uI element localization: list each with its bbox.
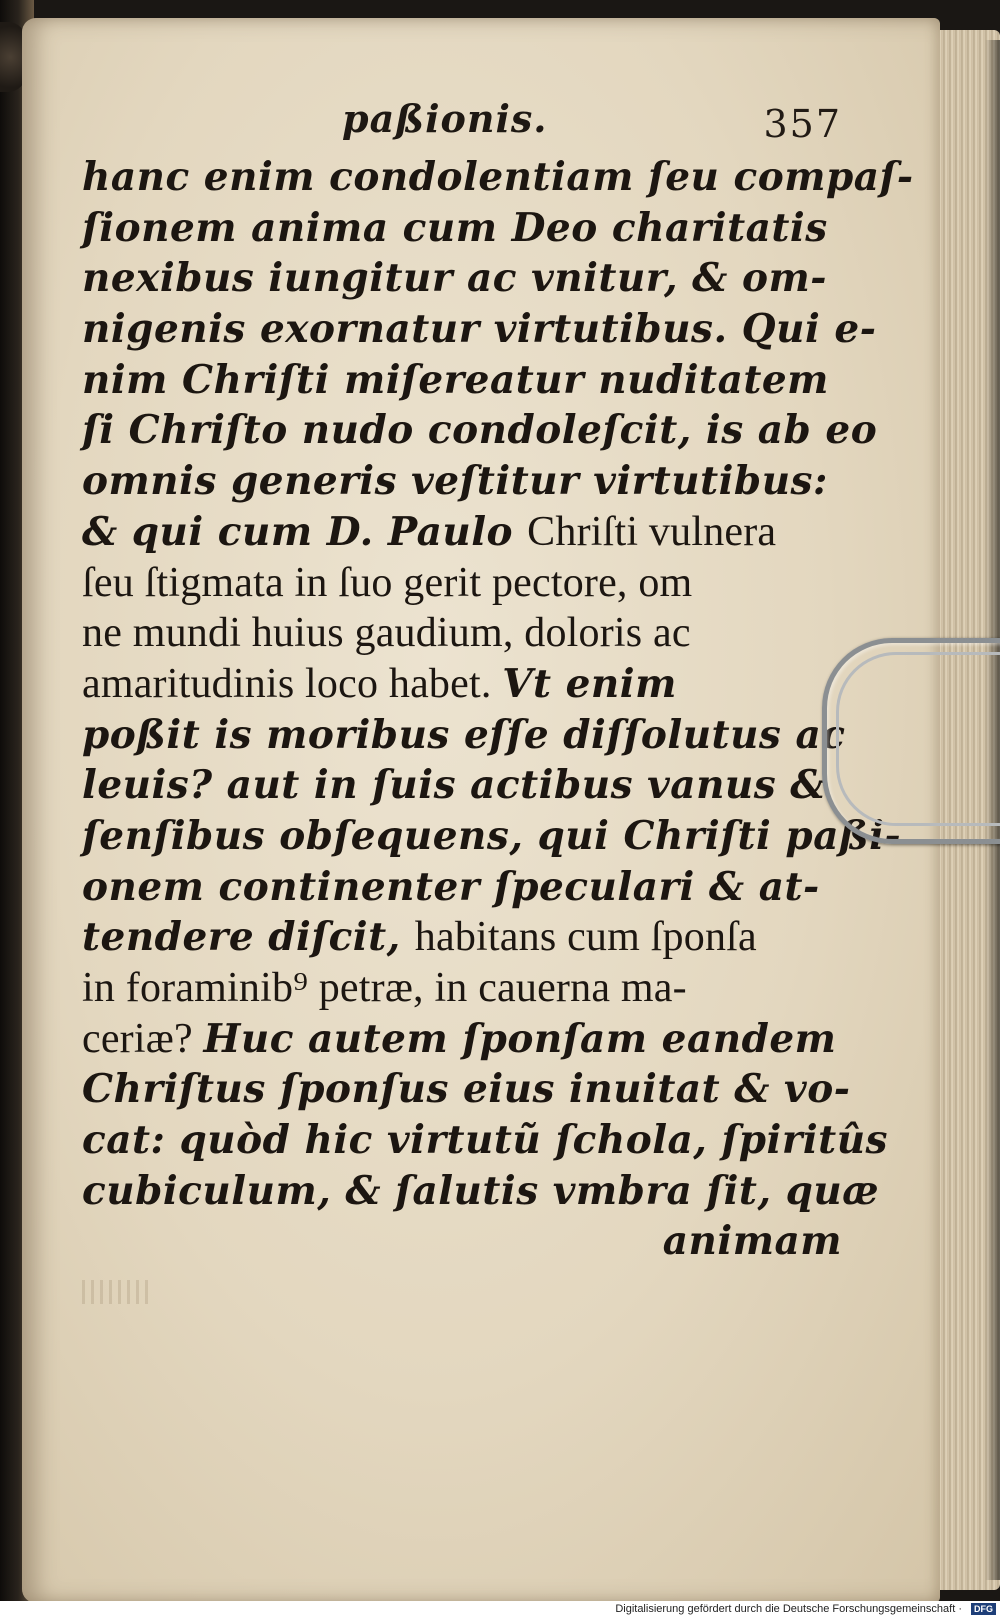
roman-text: habitans cum ſponſa: [414, 914, 757, 961]
text-line: [82, 1064, 851, 1115]
italic-text: omnis generis veſtitur virtutibus:: [82, 458, 828, 505]
italic-text: leuis? aut in ſuis actibus vanus &: [82, 762, 827, 809]
text-line: [82, 862, 842, 913]
catchword: animam: [662, 1218, 842, 1265]
running-head: [82, 96, 842, 148]
text-line: [82, 659, 842, 710]
text-line: [82, 203, 842, 254]
roman-text: ceriæ?: [82, 1015, 204, 1062]
credit-bar: [0, 1601, 1000, 1617]
dfg-logo: DFG: [971, 1603, 996, 1615]
text-line: [82, 253, 842, 304]
italic-text: nim Chriſti miſereatur nuditatem: [82, 356, 829, 403]
text-line: [82, 912, 842, 963]
italic-text: cubiculum, & ſalutis vmbra ſit, quæ: [82, 1167, 880, 1214]
text-line: [82, 811, 902, 862]
roman-text: in foraminib⁹ petræ, in cauerna ma-: [82, 965, 687, 1011]
italic-text: poßit is moribus eſſe diſſolutus ac: [82, 711, 846, 758]
page-number: 357: [763, 102, 842, 146]
book-page: [22, 18, 940, 1603]
text-line: [82, 608, 842, 659]
roman-text: ſeu ſtigmata in ſuo gerit pectore, om: [82, 559, 693, 606]
italic-text: nexibus iungitur ac vnitur, & om-: [82, 255, 827, 302]
italic-text: nigenis exornatur virtutibus. Qui e-: [82, 306, 877, 353]
text-line: [82, 710, 846, 761]
roman-text: Chriſti vulnera: [527, 508, 777, 555]
bleed-through-mark: [82, 1280, 152, 1304]
body-text: [82, 152, 914, 1216]
roman-text: ne mundi huius gaudium, doloris ac: [82, 610, 691, 657]
text-line: [82, 760, 842, 811]
text-line: [82, 1166, 880, 1217]
roman-text: amaritudinis loco habet.: [82, 660, 503, 707]
text-line: [82, 963, 842, 1014]
text-line: [82, 405, 878, 456]
italic-text: Vt enim: [502, 660, 677, 707]
italic-text: & qui cum D. Paulo: [82, 508, 528, 555]
page-clip-inner: [836, 652, 1000, 826]
italic-text: ſionem anima cum Deo charitatis: [82, 204, 828, 251]
text-line: [82, 355, 842, 406]
text-line: [82, 558, 842, 609]
italic-text: ſenſibus obſequens, qui Chriſti paßi-: [82, 812, 902, 859]
italic-text: hanc enim condolentiam ſeu compaſ-: [82, 154, 914, 200]
text-line: [82, 456, 842, 507]
text-line: [82, 1014, 842, 1065]
text-line: [82, 1115, 889, 1166]
italic-text: ſi Chriſto nudo condoleſcit, is ab eo: [82, 407, 878, 454]
italic-text: Chriſtus ſponſus eius inuitat & vo-: [82, 1066, 851, 1113]
italic-text: cat: quòd hic virtutũ ſchola, ſpiritûs: [82, 1117, 889, 1164]
text-line: [82, 507, 842, 558]
italic-text: Huc autem ſponſam eandem: [203, 1015, 837, 1062]
running-title: paßionis.: [342, 96, 548, 141]
text-line: [82, 304, 877, 355]
catchword-line: [82, 1216, 842, 1267]
italic-text: tendere diſcit,: [82, 914, 415, 961]
italic-text: onem continenter ſpeculari & at-: [82, 863, 820, 910]
credit-text: Digitalisierung gefördert durch die Deutsche Forschungsgemeinschaft ·: [615, 1603, 962, 1615]
text-line: [82, 152, 914, 203]
text-block: [82, 96, 914, 1267]
